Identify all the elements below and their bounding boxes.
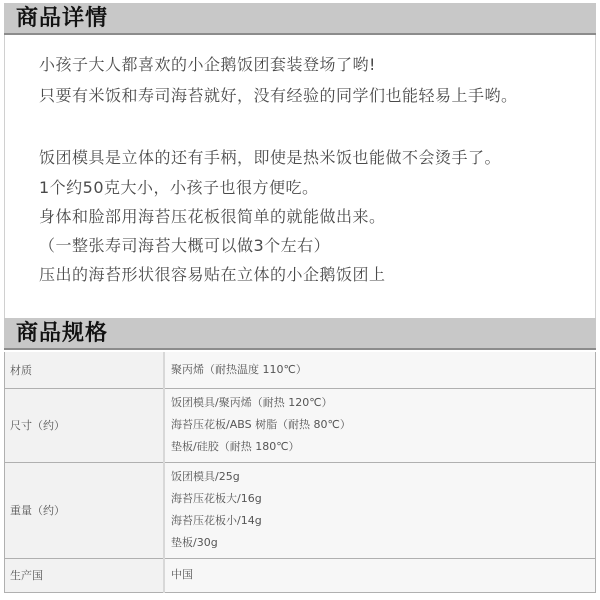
spec-value-weight (164, 462, 596, 558)
details-line: 1个约50克大小，小孩子也很方便吃。 (39, 178, 319, 197)
spec-value-line: 饭团模具/25g (171, 470, 240, 483)
table-row (4, 462, 596, 558)
details-title: 商品详情 (16, 6, 109, 31)
details-section-header (4, 3, 596, 35)
spec-value-line: 垫板/硅胶（耐热 180℃） (171, 440, 300, 453)
specs-section-header (4, 318, 596, 350)
spec-value-line: 海苔压花板/ABS 树脂（耐热 80℃） (171, 418, 351, 431)
spec-label-origin: 生产国 (4, 558, 164, 592)
details-line: （一整张寿司海苔大概可以做3个左右） (39, 236, 331, 255)
spec-value-line: 聚丙烯（耐热温度 110℃） (171, 362, 307, 376)
spec-value-line: 垫板/30g (171, 536, 218, 549)
spec-value-material (164, 352, 596, 388)
spec-label-weight: 重量（约） (4, 462, 164, 558)
table-row (4, 352, 596, 388)
details-line: 小孩子大人都喜欢的小企鹅饭团套装登场了哟! (39, 55, 376, 74)
details-line: 饭团模具是立体的还有手柄，即使是热米饭也能做不会烫手了。 (39, 148, 502, 167)
spec-value-line: 中国 (171, 568, 193, 581)
details-line: 压出的海苔形状很容易贴在立体的小企鹅饭团上 (39, 265, 386, 284)
spec-label-material: 材质 (4, 352, 164, 388)
spec-value-line: 海苔压花板大/16g (171, 492, 262, 505)
spec-value-line: 饭团模具/聚丙烯（耐热 120℃） (171, 396, 333, 409)
details-line: 身体和脸部用海苔压花板很简单的就能做出来。 (39, 207, 386, 226)
spec-label-size: 尺寸（约） (4, 388, 164, 462)
specs-title: 商品规格 (16, 321, 109, 346)
spec-value-origin (164, 558, 596, 592)
details-text-block (4, 35, 596, 318)
spec-value-size (164, 388, 596, 462)
table-row (4, 388, 596, 462)
spec-value-line: 海苔压花板小/14g (171, 514, 262, 527)
table-row (4, 558, 596, 592)
details-line: 只要有米饭和寿司海苔就好，没有经验的同学们也能轻易上手哟。 (39, 86, 518, 105)
spec-table (4, 352, 596, 593)
